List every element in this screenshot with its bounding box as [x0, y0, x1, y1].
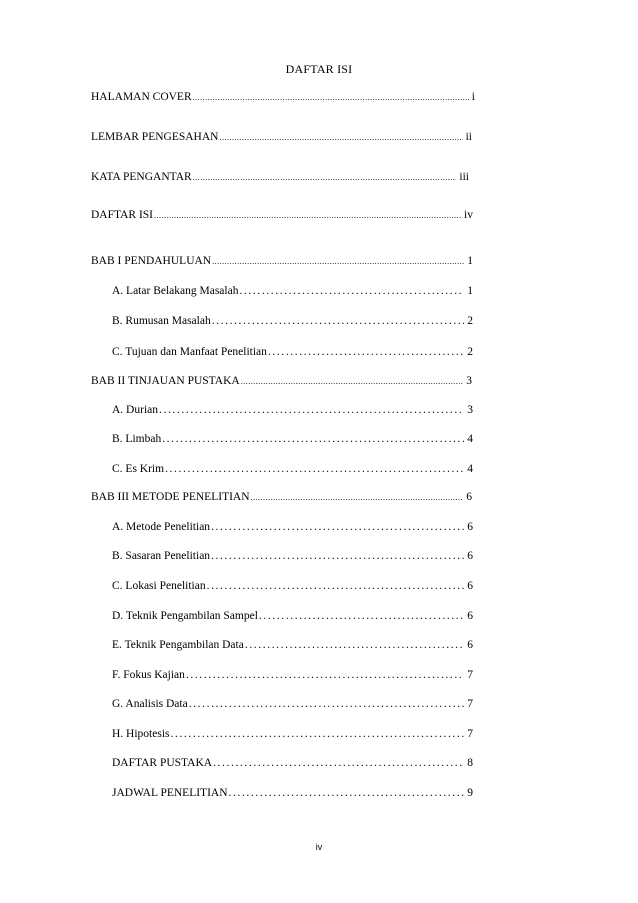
toc-entry-label: F. Fokus Kajian: [112, 669, 185, 681]
toc-entry-lokasi-penelitian: [112, 579, 473, 593]
toc-entry-page: 8: [467, 757, 473, 769]
dot-leader: [212, 255, 464, 269]
toc-entry-durian: [112, 403, 473, 417]
dot-leader: [268, 345, 464, 359]
toc-entry-bab-iii: [91, 490, 472, 505]
toc-entry-teknik-data: [112, 638, 473, 652]
toc-entry-page: 2: [467, 346, 473, 358]
dot-leader: [212, 314, 465, 328]
toc-entry-label: JADWAL PENELITIAN: [112, 787, 228, 799]
toc-entry-label: A. Durian: [112, 404, 158, 416]
toc-entry-bab-i: [91, 254, 473, 269]
dot-leader: [186, 668, 464, 682]
toc-entry-page: 9: [467, 787, 473, 799]
toc-entry-page: ii: [465, 131, 472, 143]
toc-entry-jadwal-penelitian: [112, 786, 473, 800]
toc-entry-hipotesis: [112, 727, 473, 741]
dot-leader: [171, 727, 465, 741]
toc-entry-kata-pengantar: [91, 170, 469, 185]
toc-entry-fokus-kajian: [112, 668, 473, 682]
toc-entry-page: 6: [467, 639, 473, 651]
page-title: DAFTAR ISI: [285, 62, 353, 76]
toc-entry-label: C. Es Krim: [112, 463, 165, 475]
toc-entry-page: i: [471, 91, 475, 103]
toc-entry-label: G. Analisis Data: [112, 698, 188, 710]
toc-entry-label: H. Hipotesis: [112, 728, 170, 740]
dot-leader: [219, 131, 462, 145]
toc-entry-page: 6: [467, 580, 473, 592]
toc-entry-label: DAFTAR PUSTAKA: [112, 757, 213, 769]
toc-entry-es-krim: [112, 462, 473, 476]
toc-entry-label: KATA PENGANTAR: [91, 171, 192, 183]
page-number-footer: iv: [315, 842, 323, 852]
toc-entry-page: 1: [467, 285, 473, 297]
dot-leader: [154, 209, 461, 223]
toc-entry-page: 4: [467, 463, 473, 475]
toc-entry-label: HALAMAN COVER: [91, 91, 192, 103]
dot-leader: [251, 491, 464, 505]
toc-entry-limbah: [112, 432, 473, 446]
toc-entry-page: 7: [467, 698, 473, 710]
dot-leader: [193, 91, 469, 105]
dot-leader: [211, 549, 464, 563]
dot-leader: [159, 403, 464, 417]
toc-entry-tujuan-manfaat: [112, 345, 473, 359]
toc-entry-lembar-pengesahan: [91, 130, 472, 145]
dot-leader: [213, 756, 464, 770]
toc-entry-page: iv: [464, 209, 473, 221]
toc-entry-latar-belakang: [112, 284, 473, 298]
dot-leader: [211, 520, 464, 534]
toc-entry-analisis-data: [112, 697, 473, 711]
toc-entry-label: E. Teknik Pengambilan Data: [112, 639, 244, 651]
toc-entry-teknik-sampel: [112, 609, 473, 623]
dot-leader: [207, 579, 465, 593]
toc-entry-page: 3: [467, 404, 473, 416]
toc-entry-page: 2: [467, 315, 473, 327]
toc-entry-daftar-pustaka: [112, 756, 473, 770]
toc-entry-page: 3: [466, 375, 472, 387]
dot-leader: [241, 375, 464, 389]
toc-entry-bab-ii: [91, 374, 472, 389]
toc-entry-page: 6: [467, 550, 473, 562]
toc-entry-label: C. Tujuan dan Manfaat Penelitian: [112, 346, 267, 358]
toc-entry-label: BAB I PENDAHULUAN: [91, 255, 212, 267]
dot-leader: [193, 171, 457, 185]
toc-entry-daftar-isi: [91, 208, 473, 223]
dot-leader: [259, 609, 464, 623]
toc-entry-metode-penelitian: [112, 520, 473, 534]
toc-entry-halaman-cover: [91, 90, 475, 105]
toc-entry-page: 7: [467, 669, 473, 681]
toc-entry-page: 6: [467, 521, 473, 533]
toc-entry-page: 6: [466, 491, 472, 503]
toc-entry-label: B. Rumusan Masalah: [112, 315, 211, 327]
dot-leader: [162, 432, 464, 446]
dot-leader: [239, 284, 464, 298]
toc-entry-label: BAB II TINJAUAN PUSTAKA: [91, 375, 240, 387]
toc-entry-label: B. Sasaran Penelitian: [112, 550, 211, 562]
toc-entry-label: D. Teknik Pengambilan Sampel: [112, 610, 258, 622]
dot-leader: [165, 462, 464, 476]
toc-entry-label: A. Latar Belakang Masalah: [112, 285, 239, 297]
dot-leader: [229, 786, 465, 800]
toc-entry-rumusan-masalah: [112, 314, 473, 328]
toc-entry-label: LEMBAR PENGESAHAN: [91, 131, 219, 143]
toc-entry-label: B. Limbah: [112, 433, 162, 445]
toc-entry-page: 7: [467, 728, 473, 740]
toc-entry-label: C. Lokasi Penelitian: [112, 580, 206, 592]
dot-leader: [245, 638, 464, 652]
toc-entry-page: iii: [459, 171, 469, 183]
toc-entry-label: BAB III METODE PENELITIAN: [91, 491, 250, 503]
toc-entry-sasaran-penelitian: [112, 549, 473, 563]
toc-entry-page: 6: [467, 610, 473, 622]
toc-entry-label: DAFTAR ISI: [91, 209, 154, 221]
toc-entry-label: A. Metode Penelitian: [112, 521, 211, 533]
toc-entry-page: 4: [467, 433, 473, 445]
dot-leader: [189, 697, 465, 711]
toc-entry-page: 1: [467, 255, 473, 267]
